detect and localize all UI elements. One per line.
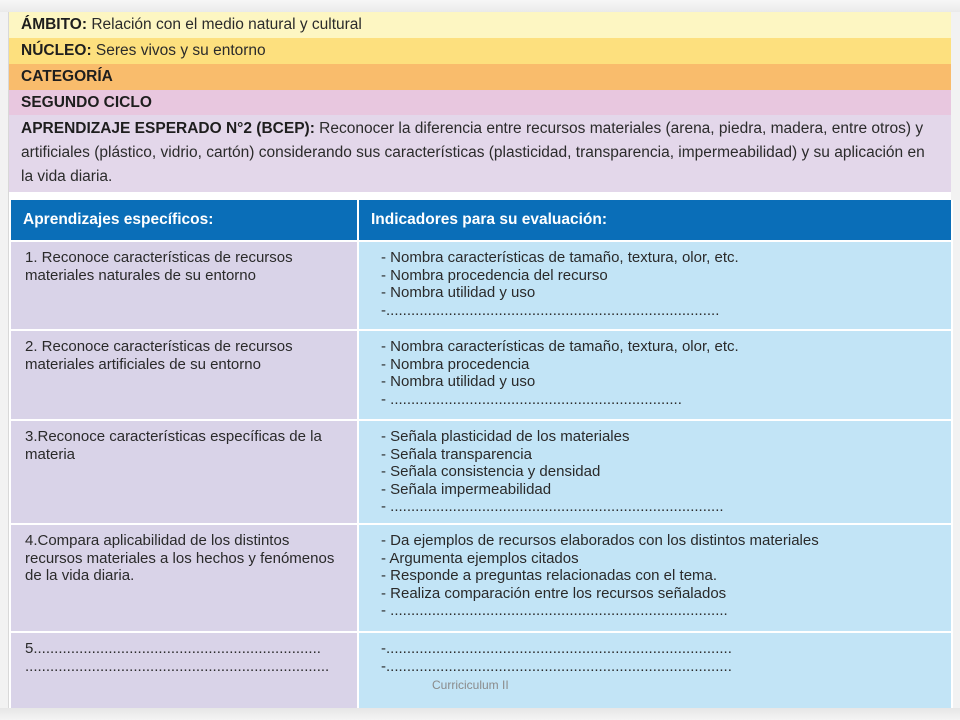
indicadores-cell — [358, 241, 952, 330]
table-row — [10, 420, 952, 524]
aprendizaje-cell: 3.Reconoce características específicas de la materia — [10, 420, 358, 524]
indicadores-cell — [358, 524, 952, 632]
ciclo-label: SEGUNDO CICLO — [21, 94, 152, 111]
table-row — [10, 330, 952, 420]
aprendizaje-label: APRENDIZAJE ESPERADO N°2 (BCEP): — [21, 120, 315, 137]
indicator-item: - Argumenta ejemplos citados — [381, 549, 579, 567]
indicator-item: - Nombra características de tamaño, textura, olor, etc. — [381, 338, 739, 355]
aprendizaje-cell: 2. Reconoce características de recursos materiales artificiales de su entorno — [10, 330, 358, 420]
indicator-item: - Responde a preguntas relacionadas con el tema. — [381, 567, 718, 584]
indicator-item: - Señala consistencia y densidad — [381, 463, 601, 480]
categoria-label: CATEGORÍA — [21, 68, 113, 85]
indicadores-cell — [358, 632, 952, 716]
nucleo-value: Seres vivos y su entorno — [95, 42, 266, 59]
table-row — [10, 632, 952, 716]
aprendizaje-value: Reconocer la diferencia entre recursos materiales (arena, piedra, madera, entre otros) y artificiales (plástico, vidrio, cartón) considerando sus características (plasticidad, transparencia, impermeabilidad) y su aplicación en la vida diaria. — [21, 120, 925, 185]
aprendizaje-esperado-row — [9, 115, 951, 192]
indicator-item: - Da ejemplos de recursos elaborados con los distintos materiales — [381, 532, 819, 549]
indicator-item: - ................................................................................. — [381, 602, 728, 619]
placeholder-line: ......................................................................... — [25, 657, 330, 675]
ciclo-row — [9, 90, 951, 115]
table-row — [10, 524, 952, 632]
aprendizaje-cell: 1. Reconoce características de recursos materiales naturales de su entorno — [10, 241, 358, 330]
document-page — [8, 12, 951, 708]
indicator-item: - Señala plasticidad de los materiales — [381, 428, 630, 445]
indicator-item: - Realiza comparación entre los recursos señalados — [381, 584, 727, 602]
indicator-item: - Nombra utilidad y uso — [381, 373, 536, 390]
indicator-item: - Nombra procedencia del recurso — [381, 266, 608, 284]
page-bottom-edge — [0, 708, 960, 720]
footer-label: Curriciculum II — [432, 678, 509, 692]
table-row — [10, 241, 952, 330]
ambito-value: Relación con el medio natural y cultural — [91, 16, 362, 33]
indicator-item: -................................................................................... — [381, 657, 732, 675]
evaluation-table — [9, 200, 953, 717]
page-top-edge — [0, 0, 960, 12]
indicator-item: -................................................................................ — [381, 301, 720, 319]
indicator-item: - ...................................................................... — [381, 390, 682, 408]
aprendizaje-cell — [10, 632, 358, 716]
indicator-item: - ................................................................................ — [381, 498, 724, 515]
nucleo-row — [9, 38, 951, 64]
table-header-row — [10, 200, 952, 241]
ambito-row — [9, 12, 951, 38]
placeholder-line: 5..................................................................... — [25, 640, 321, 657]
nucleo-label: NÚCLEO: — [21, 42, 92, 59]
indicator-item: -................................................................................... — [381, 640, 732, 657]
aprendizaje-cell: 4.Compara aplicabilidad de los distintos recursos materiales a los hechos y fenómenos de la vida diaria. — [10, 524, 358, 632]
indicator-item: - Señala transparencia — [381, 445, 532, 463]
indicadores-cell — [358, 330, 952, 420]
column-header-aprendizajes: Aprendizajes específicos: — [10, 200, 358, 241]
ambito-label: ÁMBITO: — [21, 16, 88, 33]
indicadores-cell — [358, 420, 952, 524]
categoria-row — [9, 64, 951, 90]
indicator-item: - Nombra características de tamaño, textura, olor, etc. — [381, 249, 739, 266]
spacer — [9, 192, 951, 200]
indicator-item: - Nombra procedencia — [381, 355, 530, 373]
indicator-item: - Señala impermeabilidad — [381, 480, 552, 498]
indicator-item: - Nombra utilidad y uso — [381, 284, 536, 301]
column-header-indicadores: Indicadores para su evaluación: — [358, 200, 952, 241]
